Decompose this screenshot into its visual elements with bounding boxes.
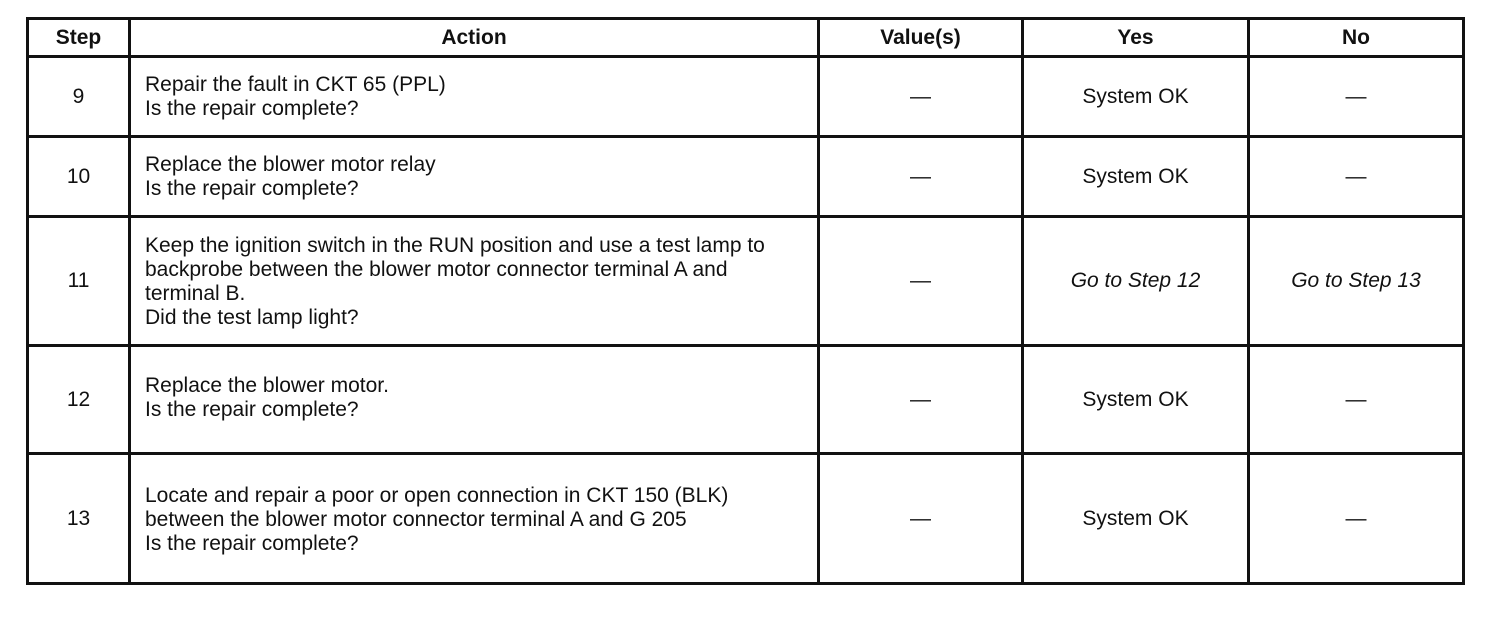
no-cell: Go to Step 13 — [1249, 217, 1464, 346]
header-step: Step — [28, 19, 130, 57]
action-question: Is the repair complete? — [145, 96, 359, 120]
header-row — [28, 19, 1464, 57]
no-cell: — — [1249, 454, 1464, 584]
table-row — [28, 346, 1464, 454]
no-cell: — — [1249, 346, 1464, 454]
action-question: Did the test lamp light? — [145, 306, 359, 329]
value-cell: — — [819, 346, 1023, 454]
step-number: 9 — [28, 57, 130, 137]
action-text: Locate and repair a poor or open connection in CKT 150 (BLK) between the blower motor connector terminal A and G 205 — [145, 483, 729, 531]
yes-cell: System OK — [1023, 57, 1249, 137]
value-cell: — — [819, 137, 1023, 217]
step-number: 11 — [28, 217, 130, 346]
action-cell — [130, 454, 819, 584]
no-cell: — — [1249, 137, 1464, 217]
step-number: 10 — [28, 137, 130, 217]
action-question: Is the repair complete? — [145, 176, 359, 200]
action-text: Keep the ignition switch in the RUN position and use a test lamp to backprobe between the blower motor connector terminal A and terminal B. — [145, 234, 765, 305]
yes-cell: Go to Step 12 — [1023, 217, 1249, 346]
header-yes: Yes — [1023, 19, 1249, 57]
table-row — [28, 454, 1464, 584]
header-no: No — [1249, 19, 1464, 57]
table-row — [28, 57, 1464, 137]
action-cell — [130, 57, 819, 137]
diagnostic-table — [26, 17, 1465, 585]
yes-cell: System OK — [1023, 346, 1249, 454]
table-row — [28, 137, 1464, 217]
step-number: 13 — [28, 454, 130, 584]
action-text: Replace the blower motor. — [145, 373, 389, 397]
no-cell: — — [1249, 57, 1464, 137]
step-number: 12 — [28, 346, 130, 454]
action-text: Replace the blower motor relay — [145, 152, 436, 176]
header-values: Value(s) — [819, 19, 1023, 57]
yes-cell: System OK — [1023, 137, 1249, 217]
header-action: Action — [130, 19, 819, 57]
yes-cell: System OK — [1023, 454, 1249, 584]
value-cell: — — [819, 217, 1023, 346]
action-cell — [130, 217, 819, 346]
action-question: Is the repair complete? — [145, 531, 359, 555]
action-cell — [130, 137, 819, 217]
value-cell: — — [819, 57, 1023, 137]
action-text: Repair the fault in CKT 65 (PPL) — [145, 72, 446, 96]
value-cell: — — [819, 454, 1023, 584]
table-row — [28, 217, 1464, 346]
action-question: Is the repair complete? — [145, 397, 359, 421]
action-cell — [130, 346, 819, 454]
